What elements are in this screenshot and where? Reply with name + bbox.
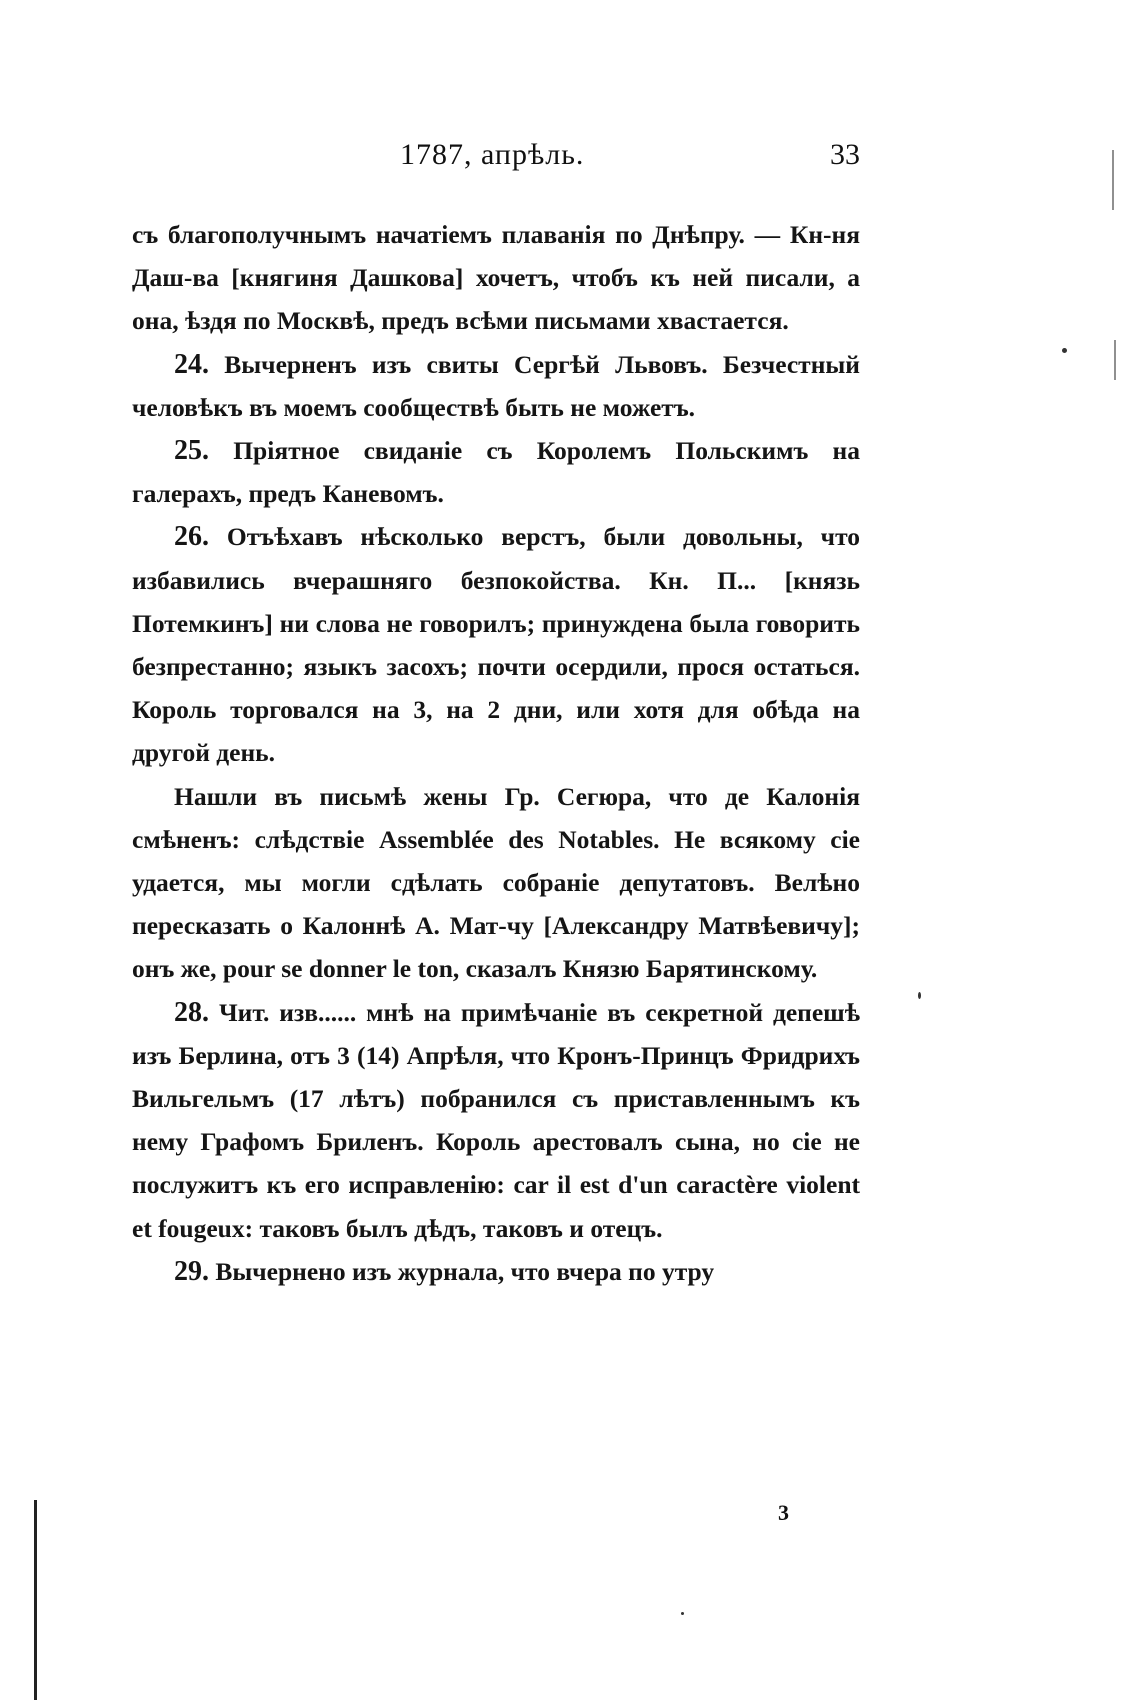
day-number: 25.	[174, 435, 209, 467]
entry-28	[132, 991, 860, 1250]
page-number: 33	[830, 138, 860, 171]
day-number: 24.	[174, 348, 209, 380]
scan-edge-left	[34, 1500, 37, 1700]
page-header	[400, 138, 860, 188]
entry-29	[132, 1250, 860, 1293]
main-text	[132, 213, 860, 1293]
scan-speck	[681, 1612, 684, 1615]
scan-speck	[918, 992, 921, 999]
scan-edge-right-2	[1114, 340, 1116, 380]
scan-speck	[1062, 348, 1067, 353]
scan-edge-right	[1112, 150, 1114, 210]
paragraph-nashli: Нашли въ письмѣ жены Гр. Сегюра, что де Калонія смѣненъ: слѣдствіе Assemblée des Notables. Не всякому сіе удается, мы могли сдѣлать собраніе депутатовъ. Велѣно пересказать о Калоннѣ А. Мат-чу [Александру Матвѣевичу]; онъ же, pour se donner le ton, сказалъ Князю Барятинскому.	[132, 781, 860, 984]
day-number: 29.	[174, 1255, 209, 1287]
running-title: 1787, апрѣль.	[400, 138, 585, 171]
day-number: 28.	[174, 996, 209, 1028]
entry-26	[132, 515, 860, 774]
entry-text: Вычернено изъ журнала, что вчера по утру	[215, 1256, 715, 1286]
entry-25	[132, 429, 860, 515]
entry-text: Вычерненъ изъ свиты Сергѣй Львовъ. Безчестный человѣкъ въ моемъ сообществѣ быть не можетъ.	[132, 349, 860, 422]
entry-text: Пріятное свиданіе съ Королемъ Польскимъ на галерахъ, предъ Каневомъ.	[132, 436, 861, 509]
entry-text: Отъѣхавъ нѣсколько верстъ, были довольны, что избавились вчерашняго безпокойства. Кн. П... [князь Потемкинъ] ни слова не говорилъ; принуждена была говорить безпрестанно; языкъ засохъ; почти осердили, прося остаться. Король торговался на 3, на 2 дни, или хотя для обѣда на другой день.	[132, 522, 861, 768]
entry-text: Чит. изв...... мнѣ на примѣчаніе въ секретной депешѣ изъ Берлина, отъ 3 (14) Апрѣля, что Кронъ-Принцъ Фридрихъ Вильгельмъ (17 лѣтъ) побранился съ приставленнымъ къ нему Графомъ Бриленъ. Король арестовалъ сына, но сіе не послужитъ къ его исправленію: car il est d'un caractère violent et fougeux: таковъ былъ дѣдъ, таковъ и отецъ.	[132, 997, 861, 1243]
paragraph-continuation: съ благополучнымъ начатіемъ плаванія по Днѣпру. — Кн-ня Даш-ва [княгиня Дашкова] хочетъ, чтобъ къ ней писали, а она, ѣздя по Москвѣ, предъ всѣми письмами хвастается.	[132, 220, 860, 336]
signature-mark: 3	[778, 1500, 789, 1525]
day-number: 26.	[174, 521, 209, 553]
entry-24	[132, 343, 860, 429]
